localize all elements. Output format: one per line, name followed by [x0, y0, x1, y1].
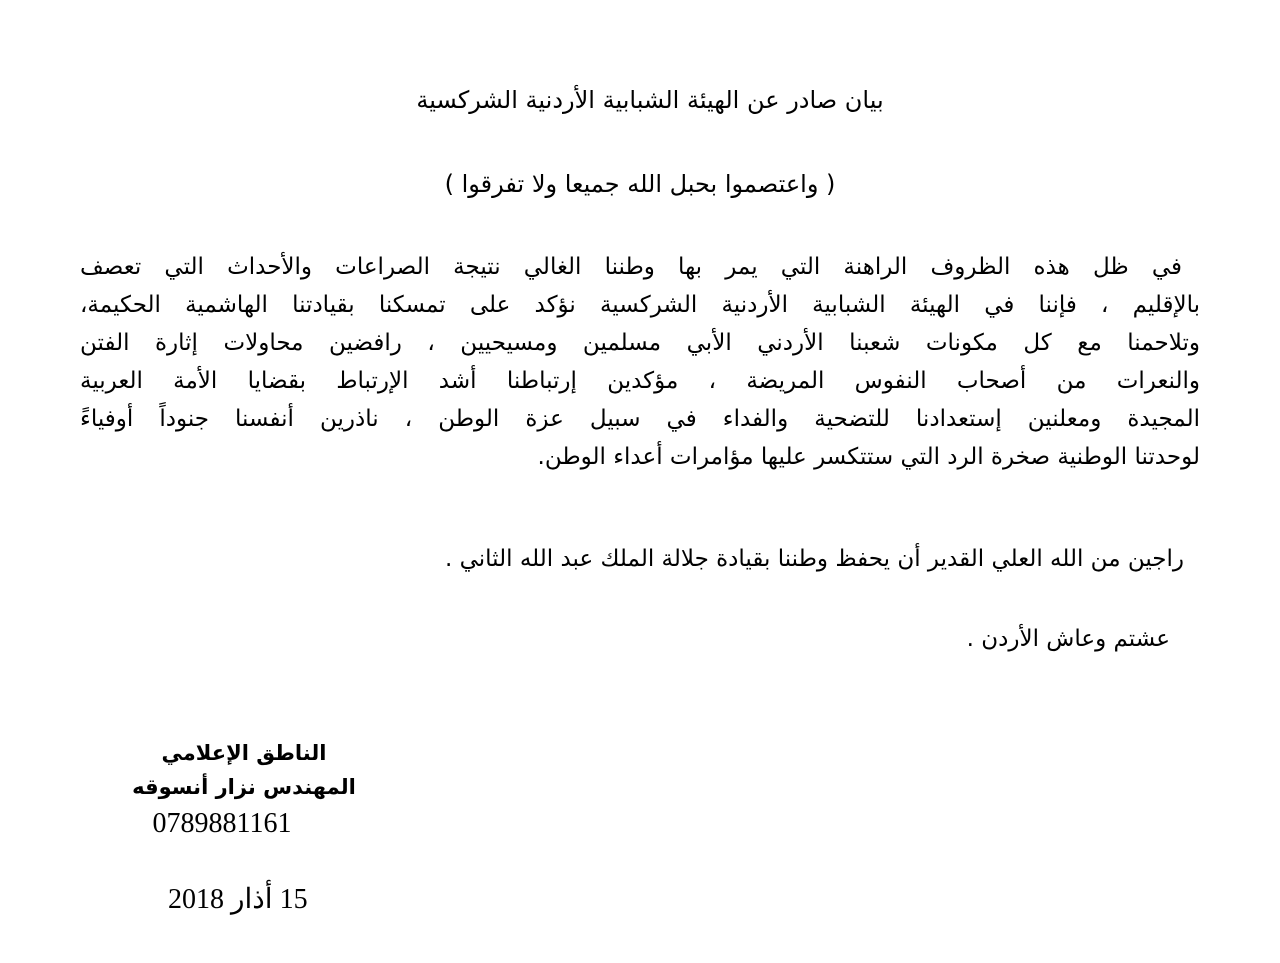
statement-date: 15 أذار 2018 [168, 884, 308, 915]
body-line: والنعرات من أصحاب النفوس المريضة ، مؤكدين إرتباطنا أشد الإرتباط بقضايا الأمة العربية [80, 368, 1200, 394]
body-line: المجيدة ومعلنين إستعدادنا للتضحية والفداء في سبيل عزة الوطن ، ناذرين أنفسنا جنوداً أوفياءً [80, 406, 1200, 432]
signatory-name: المهندس نزار أنسوقه [132, 775, 356, 799]
document-title: بيان صادر عن الهيئة الشبابية الأردنية الشركسية [416, 86, 884, 114]
body-line: في ظل هذه الظروف الراهنة التي يمر بها وطننا الغالي نتيجة الصراعات والأحداث التي تعصف [80, 254, 1182, 280]
signatory-role: الناطق الإعلامي [161, 741, 327, 765]
body-line: بالإقليم ، فإننا في الهيئة الشبابية الأردنية الشركسية نؤكد على تمسكنا بقيادتنا الهاشمية الحكيمة، [80, 292, 1200, 318]
statement-body [80, 248, 1200, 476]
body-line: وتلاحمنا مع كل مكونات شعبنا الأردني الأبي مسلمين ومسيحيين ، رافضين محاولات إثارة الفتن [80, 330, 1200, 356]
signatory-phone: 0789881161 [152, 808, 292, 839]
salutation-line: عشتم وعاش الأردن . [966, 626, 1170, 652]
prayer-line: راجين من الله العلي القدير أن يحفظ وطننا بقيادة جلالة الملك عبد الله الثاني . [444, 546, 1184, 572]
quranic-verse: ( واعتصموا بحبل الله جميعا ولا تفرقوا ) [444, 170, 836, 198]
signature-block [104, 736, 384, 844]
body-line: لوحدتنا الوطنية صخرة الرد التي ستتكسر عليها مؤامرات أعداء الوطن. [537, 444, 1200, 470]
